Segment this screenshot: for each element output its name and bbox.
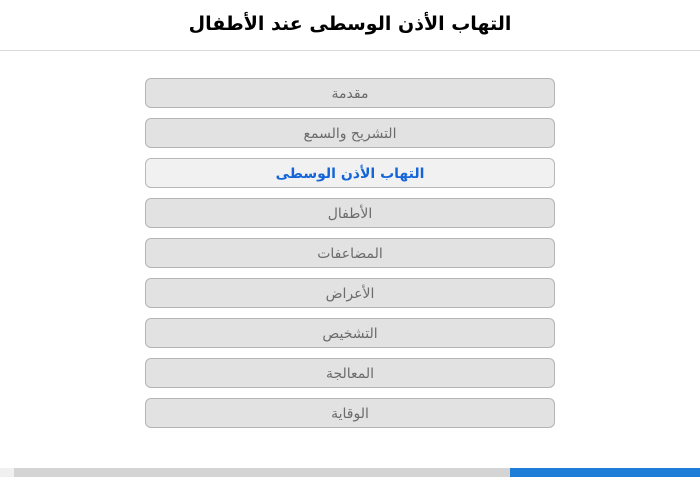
scrollbar-thumb[interactable]	[510, 468, 700, 477]
section-menu	[0, 78, 700, 428]
menu-item-introduction[interactable]: مقدمة	[145, 78, 555, 108]
page-title: التهاب الأذن الوسطى عند الأطفال	[188, 13, 512, 35]
scrollbar-left-cap[interactable]	[0, 468, 14, 477]
menu-item-diagnosis[interactable]: التشخيص	[145, 318, 555, 348]
menu-item-complications[interactable]: المضاعفات	[145, 238, 555, 268]
menu-item-prevention[interactable]: الوقاية	[145, 398, 555, 428]
menu-item-treatment[interactable]: المعالجة	[145, 358, 555, 388]
horizontal-scrollbar[interactable]	[0, 466, 700, 480]
menu-item-symptoms[interactable]: الأعراض	[145, 278, 555, 308]
menu-item-children[interactable]: الأطفال	[145, 198, 555, 228]
menu-item-otitis-media[interactable]: التهاب الأذن الوسطى	[145, 158, 555, 188]
menu-item-anatomy-and-hearing[interactable]: التشريح والسمع	[145, 118, 555, 148]
header-divider	[0, 50, 700, 51]
